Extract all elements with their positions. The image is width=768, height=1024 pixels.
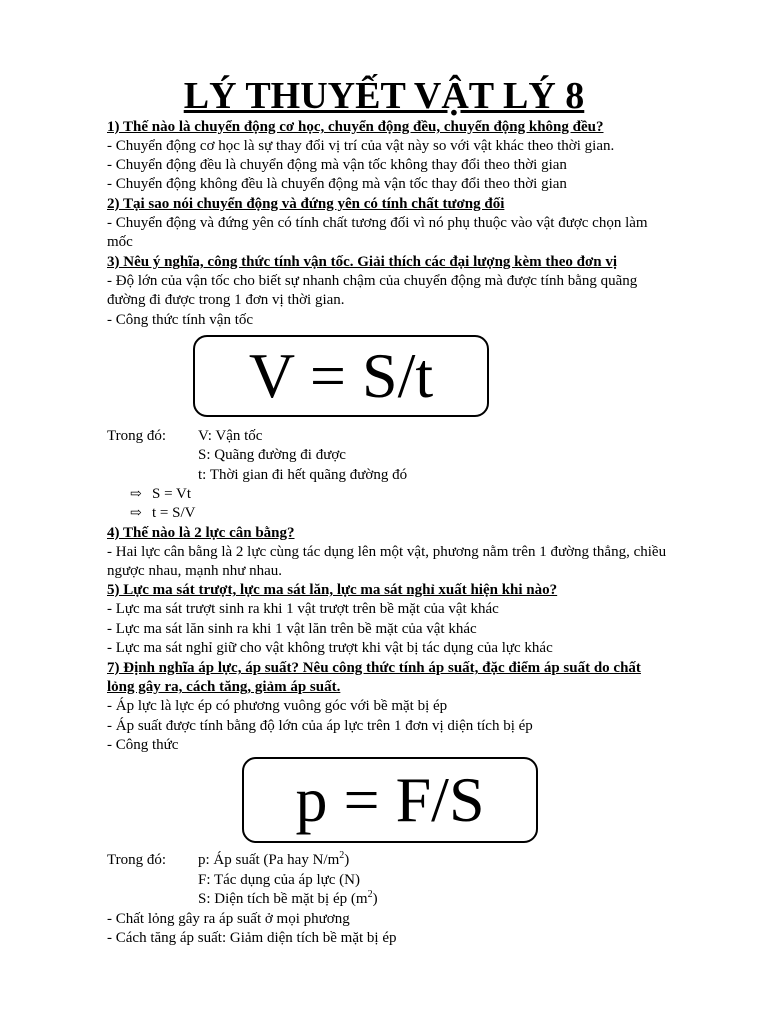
definition-area-text: S: Diện tích bề mặt bị ép (m: [198, 891, 368, 907]
where-label: Trong đó:: [107, 852, 167, 868]
definition-pressure-text: p: Áp suất (Pa hay N/m: [198, 852, 340, 868]
question-1-line: - Chuyển động đều là chuyển động mà vận tốc không thay đổi theo thời gian: [107, 157, 567, 173]
question-2-line: mốc: [107, 234, 133, 250]
definition-pressure: [198, 851, 349, 870]
implication-arrow-icon: ⇨: [130, 506, 142, 521]
question-7-heading: 7) Định nghĩa áp lực, áp suất? Nêu công thức tính áp suất, đặc điểm áp suất do chất: [107, 660, 641, 676]
question-4-line: ngược nhau, mạnh như nhau.: [107, 563, 282, 579]
question-3-line: - Công thức tính vận tốc: [107, 312, 254, 328]
pressure-formula: p = F/S: [295, 764, 485, 835]
implication-distance: S = Vt: [152, 486, 192, 502]
question-7-line: - Áp suất được tính bằng độ lớn của áp lực trên 1 đơn vị diện tích bị ép: [107, 718, 533, 734]
velocity-formula: V = S/t: [248, 340, 434, 411]
question-2-line: - Chuyển động và đứng yên có tính chất tương đối vì nó phụ thuộc vào vật được chọn làm: [107, 215, 648, 231]
question-1-line: - Chuyển động cơ học là sự thay đổi vị trí của vật này so với vật khác theo thời gian.: [107, 138, 615, 154]
question-7-line: - Chất lỏng gây ra áp suất ở mọi phương: [107, 911, 350, 927]
question-7-heading-continued: lỏng gây ra, cách tăng, giảm áp suất.: [107, 679, 341, 695]
question-5-line: - Lực ma sát lăn sinh ra khi 1 vật lăn trên bề mặt của vật khác: [107, 621, 477, 637]
question-3-line: - Độ lớn của vận tốc cho biết sự nhanh chậm của chuyển động mà được tính bằng quãng: [107, 273, 638, 289]
question-2-heading: 2) Tại sao nói chuyển động và đứng yên có tính chất tương đối: [107, 196, 505, 212]
question-1-heading: 1) Thế nào là chuyển động cơ học, chuyển động đều, chuyển động không đều?: [107, 119, 604, 135]
question-5-line: - Lực ma sát trượt sinh ra khi 1 vật trượt trên bề mặt của vật khác: [107, 601, 499, 617]
where-label: Trong đó:: [107, 428, 167, 444]
page-title: LÝ THUYẾT VẬT LÝ 8: [183, 75, 585, 117]
superscript: 2: [339, 850, 345, 861]
question-1-line: - Chuyển động không đều là chuyển động mà vận tốc thay đổi theo thời gian: [107, 176, 567, 192]
implication-arrow-icon: ⇨: [130, 487, 142, 502]
superscript: 2: [367, 889, 373, 900]
question-7-line: - Công thức: [107, 737, 179, 753]
question-5-line: - Lực ma sát nghỉ giữ cho vật không trượt khi vật bị tác dụng của lực khác: [107, 640, 553, 656]
implication-time: t = S/V: [152, 505, 196, 521]
definition-pressure-close: ): [344, 852, 350, 868]
question-5-heading: 5) Lực ma sát trượt, lực ma sát lăn, lực ma sát nghỉ xuất hiện khi nào?: [107, 582, 558, 598]
definition-force: F: Tác dụng của áp lực (N): [198, 872, 360, 888]
definition-distance: S: Quãng đường đi được: [198, 447, 346, 463]
definition-area-close: ): [372, 891, 378, 907]
question-4-heading: 4) Thế nào là 2 lực cân bằng?: [107, 525, 295, 541]
question-7-line: - Áp lực là lực ép có phương vuông góc với bề mặt bị ép: [107, 698, 448, 714]
definition-time: t: Thời gian đi hết quãng đường đó: [198, 467, 408, 483]
question-3-heading: 3) Nêu ý nghĩa, công thức tính vận tốc. Giải thích các đại lượng kèm theo đơn vị: [107, 254, 618, 270]
question-4-line: - Hai lực cân bằng là 2 lực cùng tác dụng lên một vật, phương nằm trên 1 đường thẳng, chiều: [107, 544, 667, 560]
definition-area: [198, 890, 378, 909]
definition-velocity: V: Vận tốc: [198, 428, 263, 444]
pressure-formula-box: [242, 757, 538, 843]
question-3-line: đường đi được trong 1 đơn vị thời gian.: [107, 292, 345, 308]
question-7-line: - Cách tăng áp suất: Giảm diện tích bề mặt bị ép: [107, 930, 397, 946]
velocity-formula-box: [193, 335, 489, 417]
